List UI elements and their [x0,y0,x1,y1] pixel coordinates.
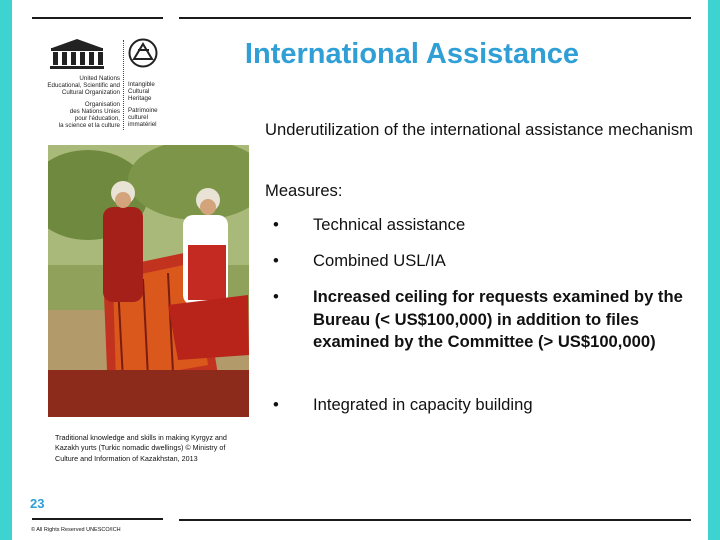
unesco-name-fr: Organisation des Nations Unies pour l'éducation, la science et la culture [58,100,120,130]
bullet-text: Technical assistance [313,215,466,234]
weaving-loom-photo [48,145,249,417]
bullet-text: Integrated in capacity building [313,395,533,414]
ich-name-fr: Patrimoine culturel immatériel [128,106,158,129]
copyright-notice: © All Rights Reserved UNESCO/ICH [31,527,121,533]
ich-name-en: Intangible Cultural Heritage [128,81,155,103]
unesco-temple-icon [48,38,106,70]
bullet-marker: • [273,215,279,234]
slide-title: International Assistance [244,38,580,70]
top-rule-right [179,17,691,19]
bullet-text: Combined USL/IA [313,251,446,270]
bullet-marker: • [273,287,279,306]
top-rule-left [32,17,163,19]
ich-emblem-icon [128,38,158,68]
unesco-name-en: United Nations Educational, Scientific and Cultural Organization [47,75,120,97]
unesco-logo [34,38,120,129]
intro-text: Underutilization of the international assistance mechanism [265,120,693,139]
photo-caption: Traditional knowledge and skills in making Kyrgyz and Kazakh yurts (Turkic nomadic dwellings) © Ministry of Culture and Information of Kazakhstan, 2013 [55,433,227,463]
slide [12,0,708,540]
bullet-marker: • [273,251,279,270]
logo-divider [123,40,125,130]
page-number: 23 [30,496,45,511]
bottom-rule-left [32,518,163,520]
measures-label: Measures: [265,181,343,200]
bullet-text: Increased ceiling for requests examined by the Bureau (< US$100,000) in addition to files examined by the Committee (> US$100,000) [313,287,683,351]
bullet-marker: • [273,395,279,414]
bottom-rule-right [179,519,691,521]
